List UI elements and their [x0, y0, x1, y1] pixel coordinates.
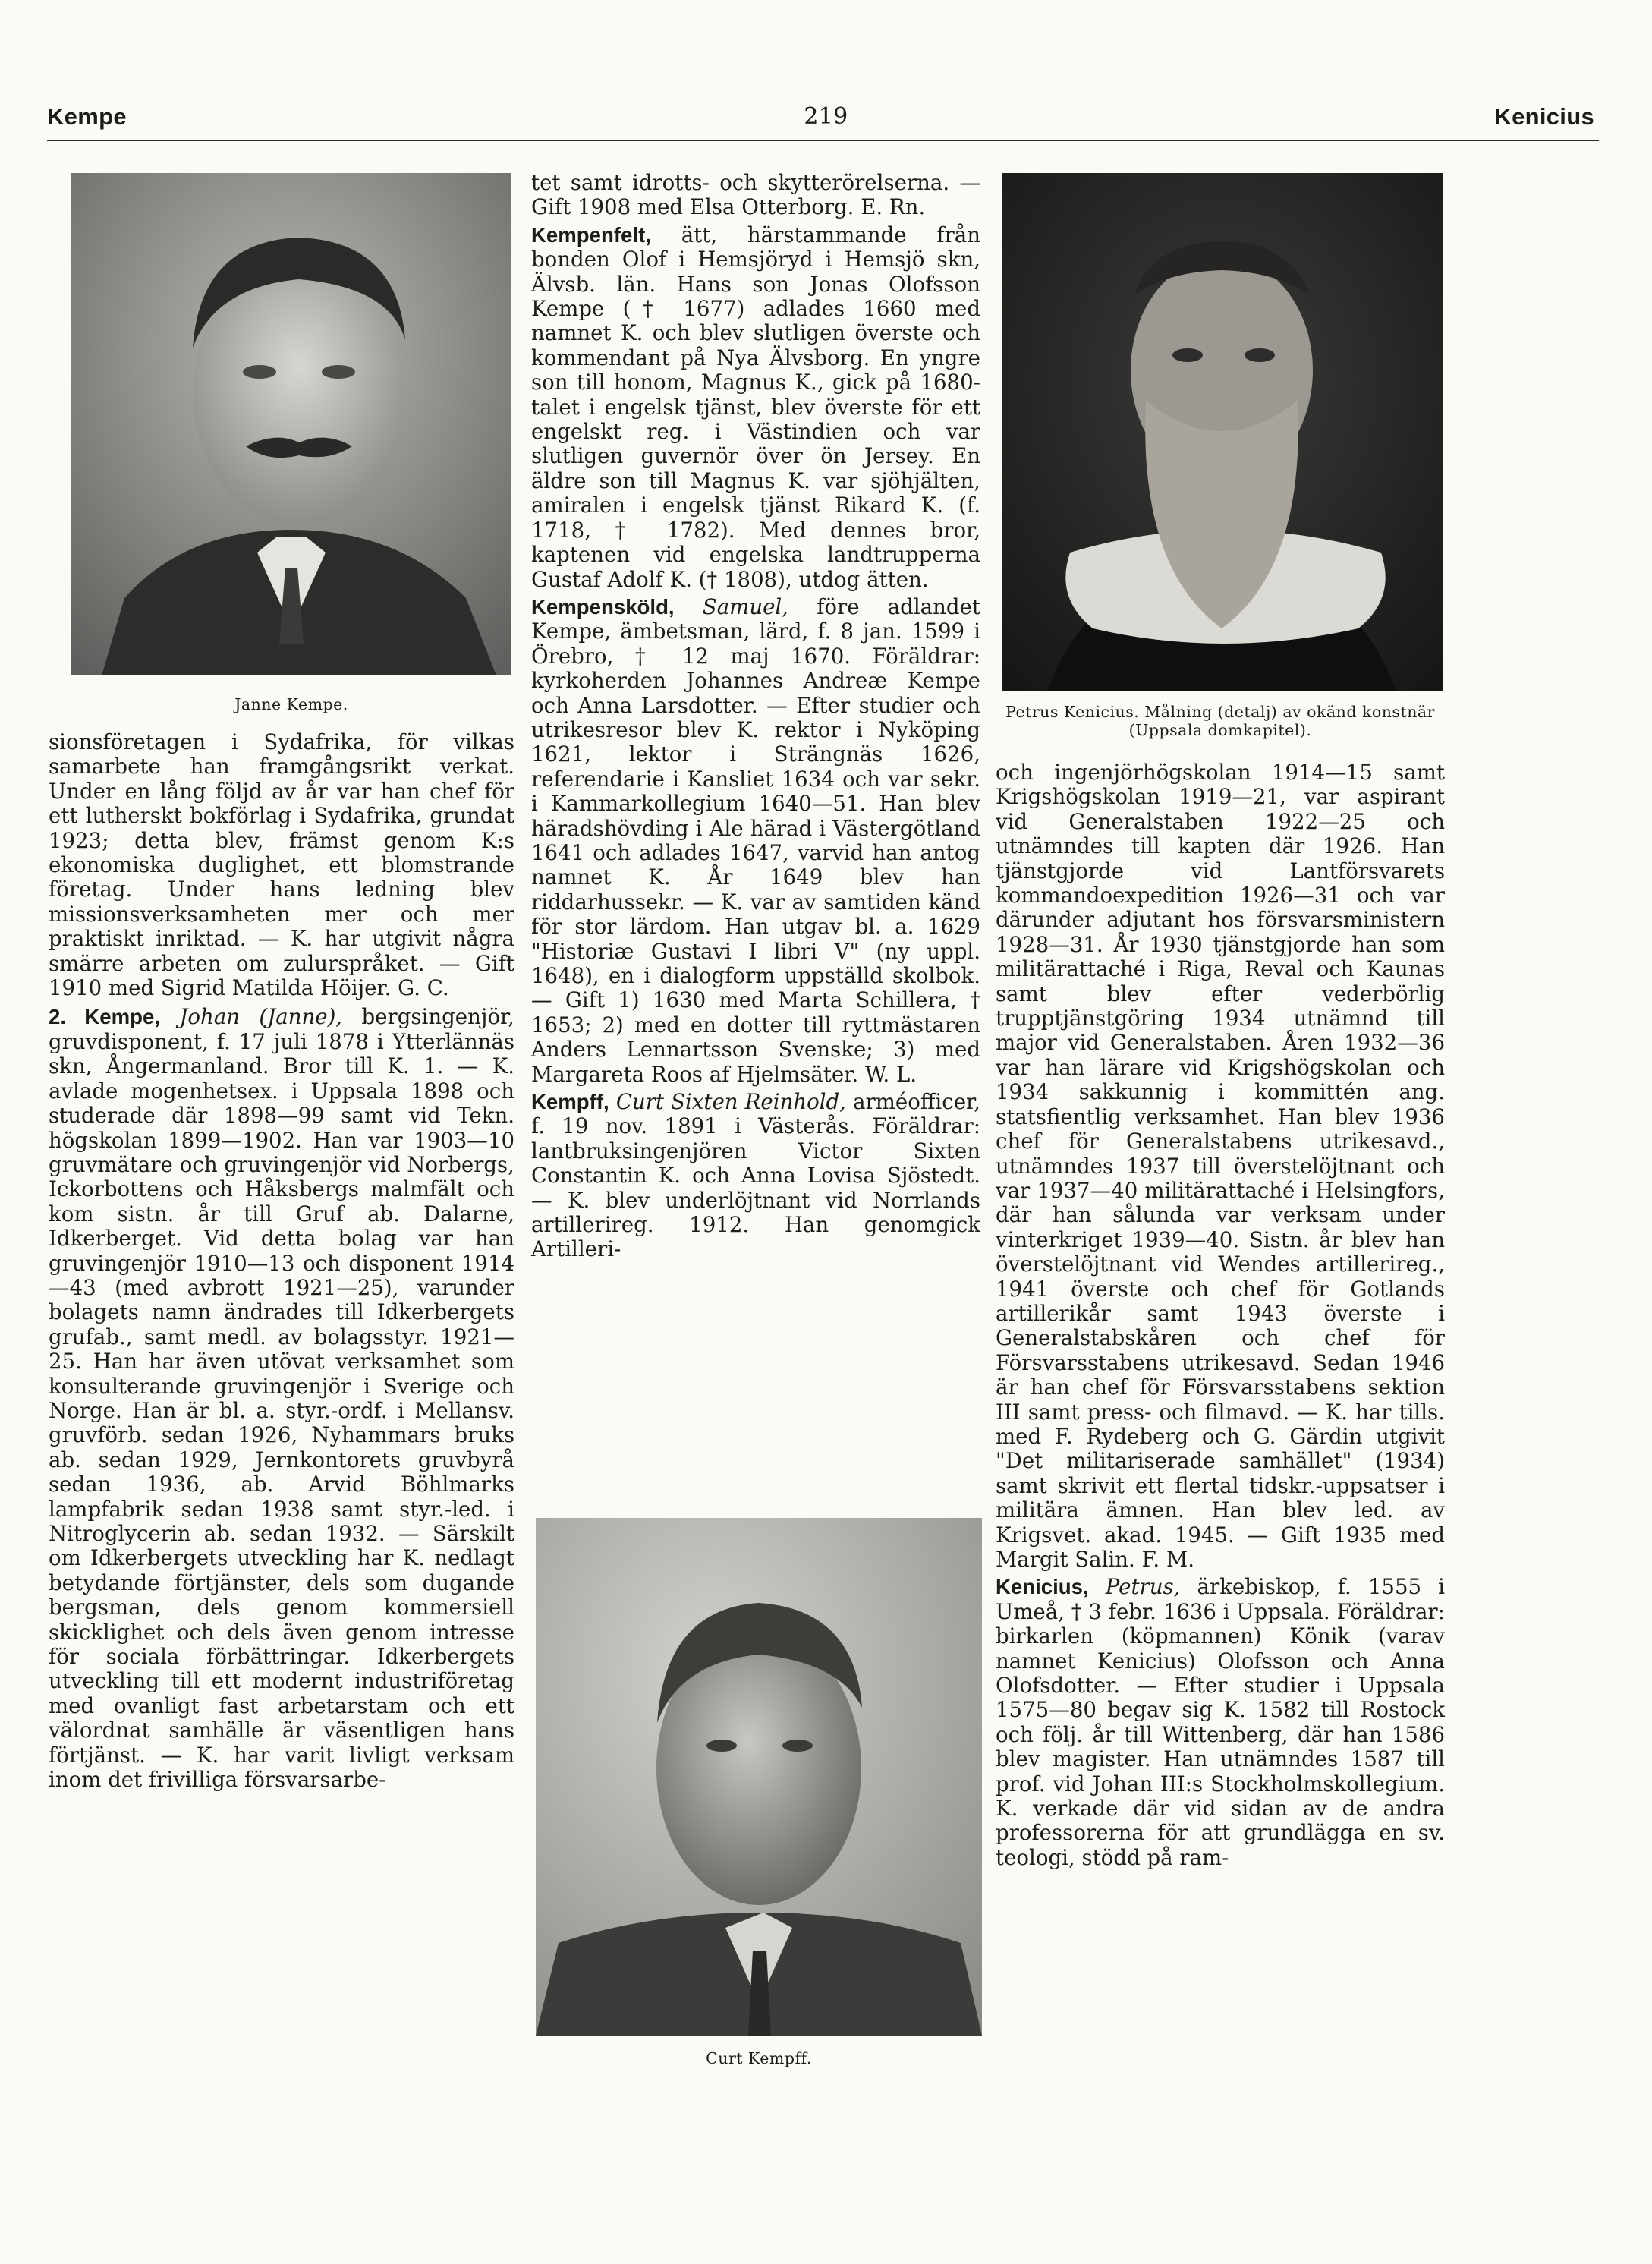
entry-body: arméofficer, f. 19 nov. 1891 i Västerås. Föräldrar: lantbruksingenjören Victor Sixten Constantin K. och Anna Lovisa Sjöstedt. — K. blev underlöjtnant vid Norrlands artillerireg. 1912. Han genomgick Artilleri- [531, 1089, 980, 1262]
portrait-image [71, 173, 511, 675]
entry-heading: 2. Kempe, [49, 1005, 160, 1029]
entry-heading: Kempff, [531, 1090, 609, 1114]
column-middle [531, 171, 980, 1262]
entry-kempff-continuation: och ingenjörhögskolan 1914—15 samt Krigshögskolan 1919—21, var aspirant vid Generalstaben 1922—25 och utnämndes till kapten där 1926. Han tjänstgjorde vid Lantförsvarets kommandoexpedition 1926—31 och var därunder adjutant hos försvarsministern 1928—31. År 1930 tjänstgjorde han som militärattaché i Riga, Reval och Kaunas samt blev efter vederbörlig trupptjänstgöring 1934 utnämnd till major vid Generalstaben. Åren 1932—36 var han lärare vid Krigshögskolan och 1934 sakkunnig i kommittén ang. statsfientlig verksamhet. Han blev 1936 chef för Generalstabens utrikesavd., utnämndes 1937 till överstelöjtnant och var 1937—40 militärattaché i Helsingfors, där han sålunda var verksam under vinterkriget 1939—40. Sistn. år blev han överstelöjtnant vid Wendes artillerireg., 1941 överste och chef för Gotlands artillerikår samt 1943 överste i Generalstabskåren och chef för Försvarsstabens utrikesavd. Sedan 1946 är han chef för Försvarsstabens sektion III samt press- och filmavd. — K. har tills. med F. Rydeberg och G. Gärdin utgivit "Det militariserade samhället" (1934) samt skrivit ett flertal tidskr.-uppsatser i militära ämnen. Han blev led. av Krigsvet. akad. 1945. — Gift 1935 med Margit Salin. F. M. [996, 760, 1445, 1572]
caption-janne-kempe: Janne Kempe. [234, 695, 348, 713]
entry-body: ätt, härstammande från bonden Olof i Hemsjöryd i Hemsjö skn, Älvsb. län. Hans son Jonas Olofsson Kempe († 1677) adlades 1660 med namnet K. och blev slutligen överste och kommendant på Nya Älvsborg. En yngre son till honom, Magnus K., gick på 1680-talet i engelsk tjänst, blev överste för ett engelskt reg. i Västindien och var slutligen guvernör över ön Jersey. En äldre son till Magnus K. var sjöhjälten, amiralen i engelsk tjänst Rikard K. (f. 1718, † 1782). Med dennes bror, kaptenen vid engelska landtrupperna Gustaf Adolf K. († 1808), utdog ätten. [531, 222, 980, 592]
portrait-image [536, 1518, 982, 2036]
entry-heading: Kempensköld, [531, 594, 675, 619]
entry-kenicius [996, 1575, 1445, 1870]
entry-1-continuation: sionsföretagen i Sydafrika, för vilkas samarbete han framgångsrikt verkat. Under en lång följd av år var han chef för ett lutherskt bokförlag i Sydafrika, grundat 1923; detta blev, främst genom K:s ekonomiska duglighet, ett blomstrande företag. Under hans ledning blev missionsverksamheten mer och mer praktiskt inriktad. — K. har utgivit några smärre arbeten om zulurspråket. — Gift 1910 med Sigrid Matilda Höijer. G. C. [49, 729, 514, 1001]
column-right [996, 760, 1445, 1870]
portrait-curt-kempff [536, 1518, 982, 2036]
entry-2-continuation: tet samt idrotts- och skytterörelserna. — Gift 1908 med Elsa Otterborg. E. Rn. [531, 170, 980, 220]
page-number: 219 [804, 103, 848, 130]
entry-body: före adlandet Kempe, ämbetsman, lärd, f. 8 jan. 1599 i Örebro, † 12 maj 1670. Föräldrar: kyrkoherden Johannes Andreæ Kempe och Anna Larsdotter. — Efter studier och utrikesresor blev K. rektor i Nyköping 1621, lektor i Strängnäs 1626, referendarie i Kansliet 1634 och var sekr. i Kammarkollegium 1640—51. Han blev häradshövding i Ale härad i Västergötland 1641 och adlades 1647, varvid han antog namnet K. År 1649 blev han riddarhussekr. — K. var av samtiden känd för stor lärdom. Han utgav bl. a. 1629 "Historiæ Gustavi I libri V" (ny uppl. 1648), en i dialogform uppställd skolbok. — Gift 1) 1630 med Marta Schillera, † 1653; 2) med en dotter till ryttmästaren Anders Lennartsson Svenske; 3) med Margareta Roos af Hjelmsäter. W. L. [531, 594, 980, 1087]
entry-kempff [531, 1090, 980, 1262]
entry-kempe-johan [49, 1005, 514, 1792]
entry-name: Curt Sixten Reinhold, [615, 1089, 846, 1115]
portrait-petrus-kenicius [1002, 173, 1443, 691]
entry-heading: Kenicius, [996, 1575, 1089, 1599]
running-head-right: Kenicius [1494, 103, 1594, 130]
entry-kempenskold [531, 595, 980, 1087]
entry-name: Samuel, [702, 594, 789, 619]
entry-body: bergsingenjör, gruvdisponent, f. 17 juli 1878 i Ytterlännäs skn, Ångermanland. Bror till K. 1. — K. avlade mogenhetsex. i Uppsala 1898 och studerade där 1898—99 samt vid Tekn. högskolan 1899—1902. Han var 1903—10 gruvmätare och gruvingenjör vid Norbergs, Ickorbottens och Håksbergs malmfält och kom sistn. år till Gruf ab. Dalarne, Idkerberget. Vid detta bolag var han gruvingenjör 1910—13 och disponent 1914—43 (med avbrott 1921—25), varunder bolagets namn ändrades till Idkerbergets grufab., samt medl. av bolagsstyr. 1921—25. Han har även utövat verksamhet som konsulterande gruvingenjör i Sverige och Norge. Han är bl. a. styr.-ordf. i Mellansv. gruvförb. sedan 1926, Nyhammars bruks ab. sedan 1929, Jernkontorets gruvbyrå sedan 1936, ab. Arvid Böhlmarks lampfabrik sedan 1938 samt styr.-led. i Nitroglycerin ab. sedan 1932. — Särskilt om Idkerbergets utveckling har K. nedlagt betydande förtjänster, dels som dugande bergsman, dels genom kommersiell skicklighet och dels även genom intresse för sociala förbättringar. Idkerbergets utveckling till ett modernt industriföretag med ovanligt fast arbetarstam och ett välordnat samhälle är väsentligen hans förtjänst. — K. har varit livligt verksam inom det frivilliga försvarsarbe- [49, 1004, 514, 1793]
portrait-janne-kempe [71, 173, 511, 675]
entry-name: Johan (Janne), [179, 1004, 343, 1030]
caption-petrus-kenicius: Petrus Kenicius. Målning (detalj) av okänd konstnär (Uppsala domkapitel). [1005, 703, 1435, 739]
portrait-image [1002, 173, 1443, 691]
caption-curt-kempff: Curt Kempff. [706, 2049, 812, 2067]
running-head-left: Kempe [47, 103, 127, 130]
entry-heading: Kempenfelt, [531, 222, 651, 247]
entry-body: ärkebiskop, f. 1555 i Umeå, † 3 febr. 1636 i Uppsala. Föräldrar: birkarlen (köpmannen) Könik (varav namnet Kenicius) Olofsson och Anna Olofsdotter. — Efter studier i Uppsala 1575—80 begav sig K. 1582 till Rostock och följ. år till Wittenberg, där han 1586 blev magister. Han utnämndes 1587 till prof. vid Johan III:s Stockholmskollegium. K. verkade där vid sidan av de andra professorerna för att grundlägga en sv. teologi, stödd på ram- [996, 1574, 1445, 1870]
entry-kempenfelt [531, 223, 980, 592]
header-rule [47, 140, 1599, 141]
entry-name: Petrus, [1105, 1574, 1181, 1600]
column-left [49, 730, 514, 1792]
